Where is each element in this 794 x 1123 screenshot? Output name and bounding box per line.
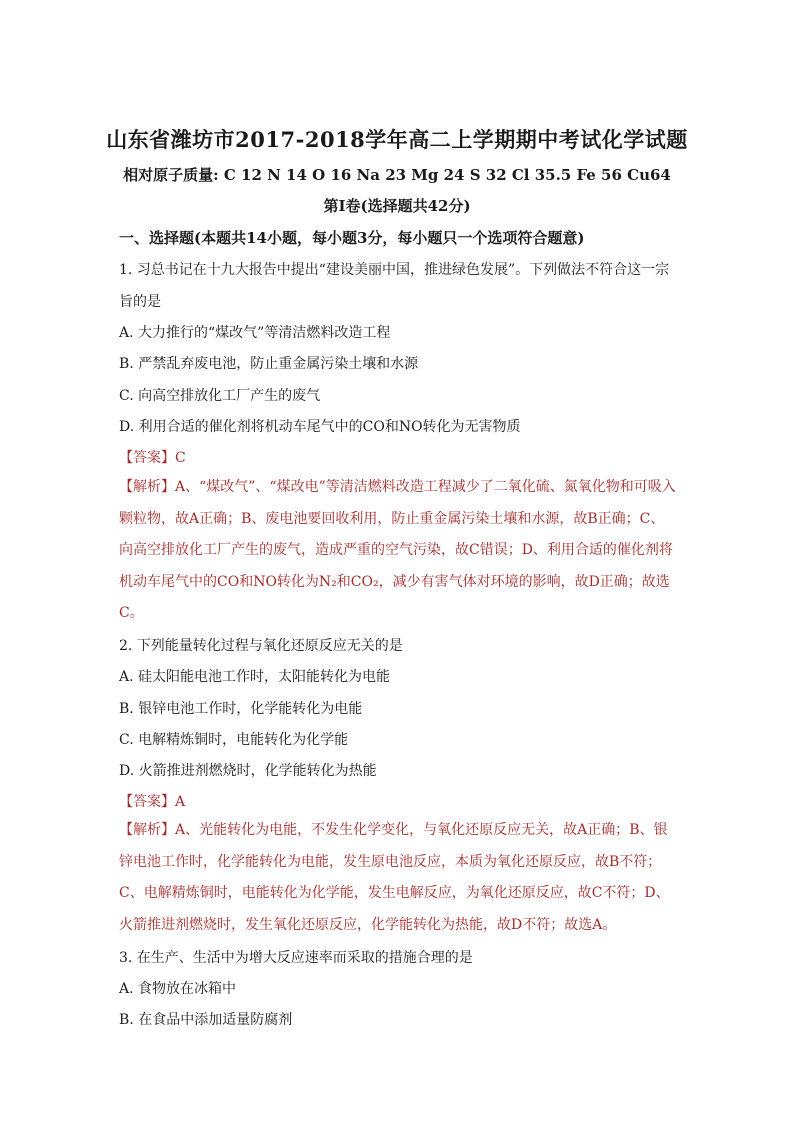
atomic-masses: 相对原子质量: C 12 N 14 O 16 Na 23 Mg 24 S 32 Cl 35.5 Fe 56 Cu64 [123, 166, 671, 184]
question-1-answer: 【答案】C [119, 450, 186, 466]
exam-title: 山东省潍坊市2017-2018学年高二上学期期中考试化学试题 [106, 127, 688, 152]
question-2-option-b: B. 银锌电池工作时，化学能转化为电能 [119, 701, 363, 717]
question-2-stem: 2. 下列能量转化过程与氧化还原反应无关的是 [119, 638, 403, 654]
question-1-explanation: 【解析】A、“煤改气”、“煤改电”等清洁燃料改造工程减少了二氧化硫、氮氧化物和可吸入颗粒物，故A正确；B、废电池要回收利用，防止重金属污染土壤和水源，故B正确；C、向高空排放化工厂产生的废气，造成严重的空气污染，故C错误；D、利用合适的催化剂将机动车尾气中的CO和NO转化为N₂和CO₂，减少有害气体对环境的影响，故D正确；故选C。 [119, 479, 676, 621]
question-3-option-a: A. 食物放在冰箱中 [119, 981, 237, 997]
part-title: 第I卷(选择题共42分) [323, 197, 471, 215]
question-3-option-b: B. 在食品中添加适量防腐剂 [119, 1012, 293, 1028]
question-2-option-a: A. 硅太阳能电池工作时，太阳能转化为电能 [119, 669, 391, 685]
question-1-option-a: A. 大力推行的“煤改气”等清洁燃料改造工程 [119, 325, 391, 341]
question-2-answer: 【答案】A [119, 794, 186, 810]
question-1-option-c: C. 向高空排放化工厂产生的废气 [119, 388, 321, 404]
question-3-stem: 3. 在生产、生活中为增大反应速率而采取的措施合理的是 [119, 950, 473, 966]
question-1-option-d: D. 利用合适的催化剂将机动车尾气中的CO和NO转化为无害物质 [119, 419, 521, 435]
section-title: 一、选择题(本题共14小题，每小题3分，每小题只一个选项符合题意) [119, 229, 585, 247]
question-2-option-c: C. 电解精炼铜时，电能转化为化学能 [119, 732, 349, 748]
question-1-stem: 1. 习总书记在十九大报告中提出“建设美丽中国，推进绿色发展”。下列做法不符合这一宗旨的是 [119, 262, 670, 310]
question-2-option-d: D. 火箭推进剂燃烧时，化学能转化为热能 [119, 763, 377, 779]
question-2-explanation: 【解析】A、光能转化为电能，不发生化学变化，与氧化还原反应无关，故A正确；B、银锌电池工作时，化学能转化为电能，发生原电池反应，本质为氧化还原反应，故B不符；C、电解精炼铜时，电能转化为化学能，发生电解反应，为氧化还原反应，故C不符；D、火箭推进剂燃烧时，发生氧化还原反应，化学能转化为热能，故D不符；故选A。 [119, 822, 670, 933]
question-1-option-b: B. 严禁乱弃废电池，防止重金属污染土壤和水源 [119, 356, 419, 372]
